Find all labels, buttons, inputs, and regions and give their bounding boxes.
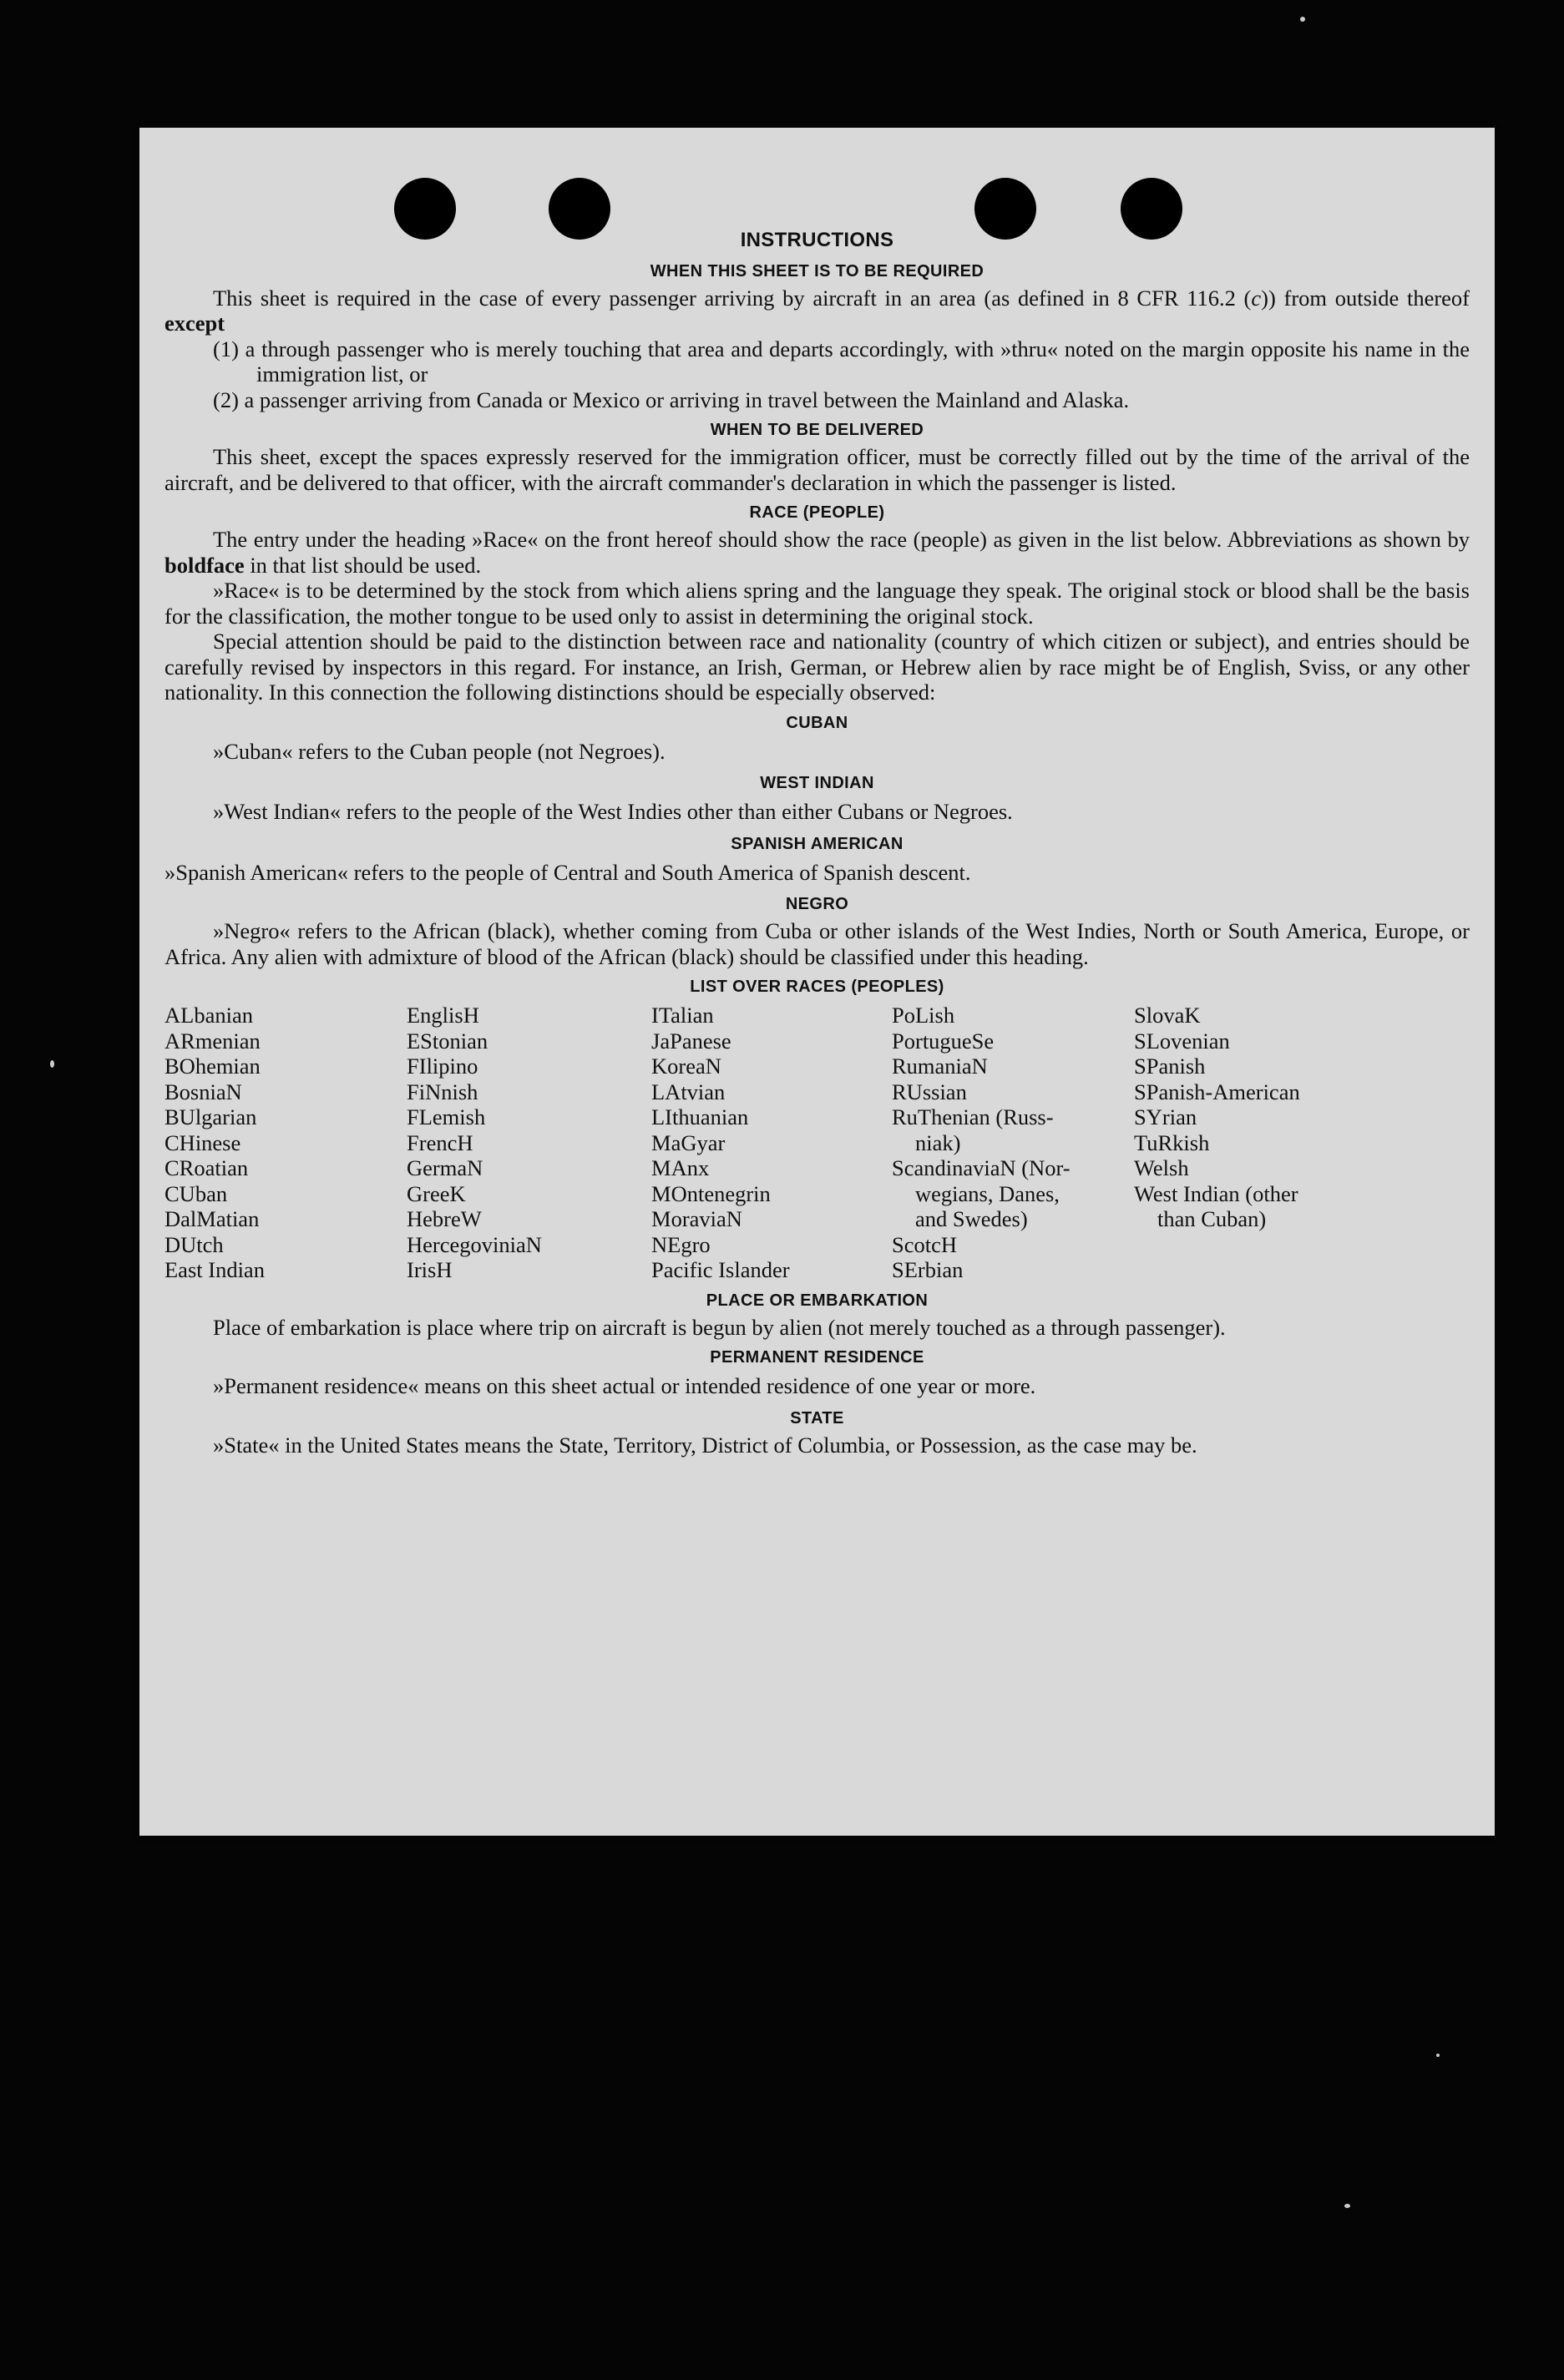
race-entry: LAtvian (651, 1079, 726, 1104)
race-entry: PoLish (892, 1003, 955, 1028)
section-heading-when-required: WHEN THIS SHEET IS TO BE REQUIRED (650, 261, 984, 280)
west-indian-text: »West Indian« refers to the people of the West Indies other than either Cubans or Negroes. (213, 799, 1013, 824)
race-entry: FLemish (407, 1104, 486, 1129)
race-entry: PortugueSe (892, 1028, 995, 1054)
section-heading-negro: NEGRO (785, 895, 849, 913)
race-entry: RumaniaN (892, 1054, 988, 1079)
race-entry: CHinese (164, 1129, 241, 1155)
race-entry: ScandinaviaN (Nor- (892, 1155, 1071, 1180)
race-entry: ALbanian (164, 1003, 253, 1028)
race-entry: CUban (164, 1180, 228, 1206)
state-text: »State« in the United States means the State, Territory, District of Columbia, or Possession, as the case may be. (213, 1432, 1197, 1458)
embarkation-text: Place of embarkation is place where trip on aircraft is begun by alien (not merely touched as a through passenger). (213, 1314, 1226, 1340)
race-entry: RuThenian (Russ- (892, 1104, 1054, 1129)
instructions-body (164, 228, 1470, 1458)
spanish-american-text: »Spanish American« refers to the people of Central and South America of Spanish descent. (164, 859, 971, 885)
page-title: INSTRUCTIONS (740, 229, 894, 251)
race-entry: HercegoviniaN (407, 1231, 542, 1257)
race-entry: SPanish (1134, 1054, 1206, 1079)
race-entry: TuRkish (1134, 1129, 1210, 1155)
races-column (651, 1003, 892, 1283)
race-entry: ScotcH (892, 1231, 958, 1257)
cuban-text: »Cuban« refers to the Cuban people (not Negroes). (213, 738, 666, 764)
race-entry: SYrian (1134, 1104, 1197, 1129)
race-entry: MAnx (651, 1155, 710, 1180)
negro-text: »Negro« refers to the African (black), whether coming from Cuba or other islands of the West Indies, North or South America, Europe, or Africa. Any alien with admixture of blood of the African (black) should be classified under this heading. (164, 918, 1470, 969)
race-entry: BosniaN (164, 1079, 242, 1104)
race-entry: DUtch (164, 1231, 224, 1257)
film-speck (1300, 17, 1305, 22)
film-speck (50, 1060, 54, 1068)
exception-item-2: (2) a passenger arriving from Canada or Mexico or arriving in travel between the Mainland and Alaska. (213, 387, 1130, 412)
film-speck (1344, 2204, 1350, 2208)
race-entry: East Indian (164, 1257, 265, 1282)
races-column (892, 1003, 1134, 1283)
race-entry: SErbian (892, 1257, 964, 1282)
race-entry: EnglisH (407, 1003, 479, 1028)
race-paragraph-1: The entry under the heading »Race« on the front hereof should show the race (people) as given in the list below. Abbreviations as shown by boldface in that list should be used. (164, 527, 1470, 578)
race-entry: CRoatian (164, 1155, 249, 1180)
race-paragraph-3: Special attention should be paid to the distinction between race and nationality (country of which citizen or subject), and entries should be carefully revised by inspectors in this regard. For instance, an Irish, German, or Hebrew alien by race might be of English, Sviss, or any other nationality. In this connection the following distinctions should be especially observed: (164, 629, 1470, 705)
race-entry: FiNnish (407, 1079, 478, 1104)
race-entry: MaGyar (651, 1129, 726, 1155)
exception-item-1: (1) a through passenger who is merely touching that area and departs accordingly, with »thru« noted on the margin opposite his name in the immigration list, or (213, 336, 1470, 387)
race-entry: Welsh (1134, 1155, 1189, 1180)
race-entry: IrisH (407, 1257, 453, 1282)
race-entry: niak) (915, 1129, 961, 1155)
race-entry: SlovaK (1134, 1003, 1201, 1028)
race-entry: FrencH (407, 1129, 473, 1155)
race-entry: ARmenian (164, 1028, 261, 1054)
races-column (407, 1003, 651, 1283)
races-column (1134, 1003, 1376, 1283)
when-delivered-text: This sheet, except the spaces expressly reserved for the immigration officer, must be correctly filled out by the time of the arrival of the aircraft, and be delivered to that officer, with the aircraft commander's declaration in which the passenger is listed. (164, 444, 1470, 495)
race-entry: NEgro (651, 1231, 711, 1257)
races-list (164, 1003, 1470, 1283)
section-heading-permanent-residence: PERMANENT RESIDENCE (710, 1348, 924, 1367)
race-entry: ITalian (651, 1003, 714, 1028)
race-entry: KoreaN (651, 1054, 721, 1079)
instruction-sheet (139, 128, 1495, 1836)
race-entry: SPanish-American (1134, 1079, 1300, 1104)
section-heading-spanish-american: SPANISH AMERICAN (731, 834, 903, 853)
race-entry: DalMatian (164, 1206, 260, 1231)
race-entry: FIlipino (407, 1054, 478, 1079)
section-heading-west-indian: WEST INDIAN (760, 774, 874, 792)
race-entry: than Cuban) (1157, 1206, 1267, 1231)
race-paragraph-2: »Race« is to be determined by the stock from which aliens spring and the language they speak. The original stock or blood shall be the basis for the classification, the mother tongue to be used only to assist in determining the original stock. (164, 578, 1470, 629)
race-entry: MoraviaN (651, 1206, 742, 1231)
race-entry: and Swedes) (915, 1206, 1028, 1231)
race-entry: wegians, Danes, (915, 1180, 1060, 1206)
section-heading-embarkation: PLACE OR EMBARKATION (706, 1291, 929, 1310)
races-column (164, 1003, 407, 1283)
race-entry: West Indian (other (1134, 1180, 1298, 1206)
race-entry: BOhemian (164, 1054, 261, 1079)
section-heading-race: RACE (PEOPLE) (749, 503, 885, 522)
section-heading-when-delivered: WHEN TO BE DELIVERED (710, 421, 924, 439)
section-heading-cuban: CUBAN (786, 713, 848, 732)
race-entry: LIthuanian (651, 1104, 749, 1129)
when-required-intro: This sheet is required in the case of every passenger arriving by aircraft in an area (as defined in 8 CFR 116.2 (c)) from outside thereof except (164, 285, 1470, 336)
race-entry: SLovenian (1134, 1028, 1230, 1054)
race-entry: RUssian (892, 1079, 967, 1104)
race-entry: Pacific Islander (651, 1257, 790, 1282)
film-speck (1436, 2054, 1440, 2057)
race-entry: JaPanese (651, 1028, 731, 1054)
race-entry: EStonian (407, 1028, 488, 1054)
race-entry: BUlgarian (164, 1104, 257, 1129)
race-entry: GermaN (407, 1155, 483, 1180)
race-entry: MOntenegrin (651, 1180, 771, 1206)
residence-text: »Permanent residence« means on this sheet actual or intended residence of one year or more. (213, 1373, 1036, 1398)
section-heading-state: STATE (790, 1408, 844, 1427)
race-entry: HebreW (407, 1206, 482, 1231)
section-heading-races-list: LIST OVER RACES (PEOPLES) (690, 978, 944, 996)
race-entry: GreeK (407, 1180, 466, 1206)
